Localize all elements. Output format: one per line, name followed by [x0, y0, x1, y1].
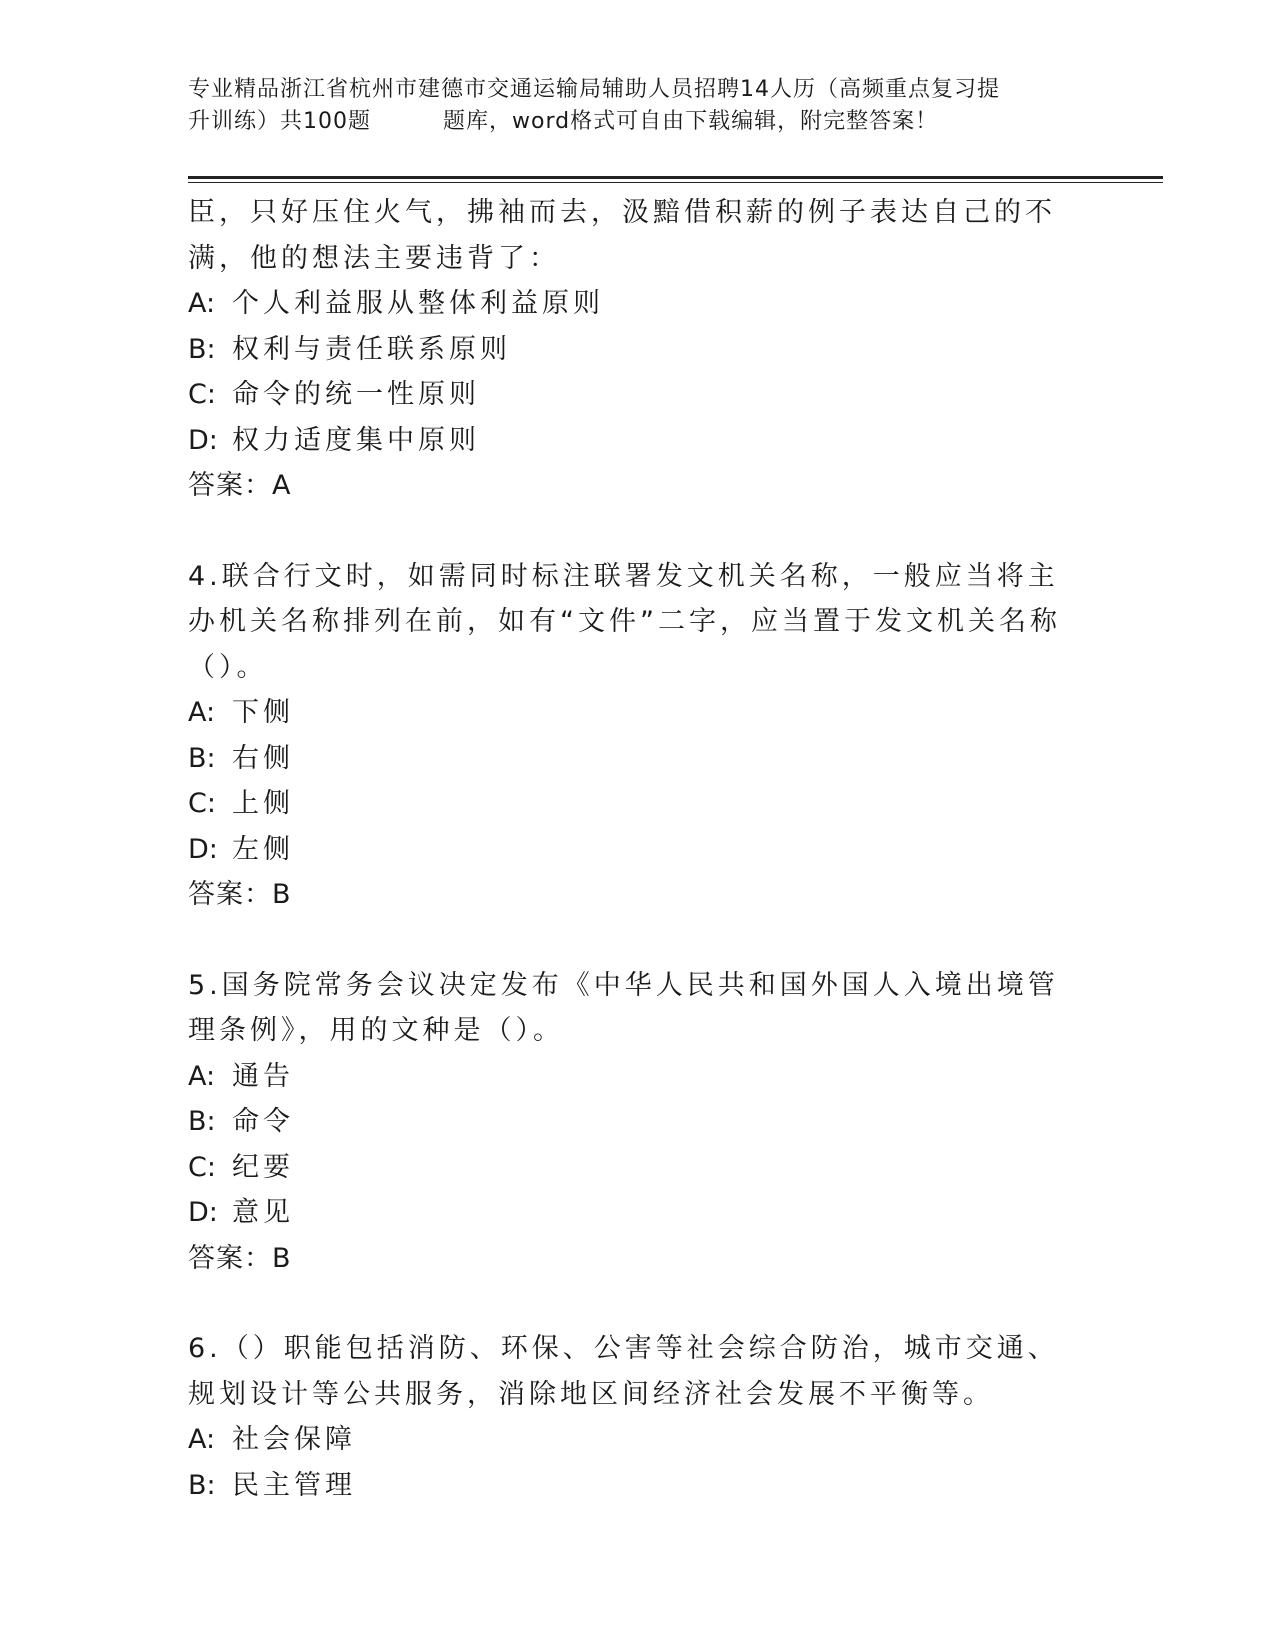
- option-text: 命令的统一性原则: [232, 379, 480, 410]
- option-text: 民主管理: [232, 1469, 356, 1501]
- option-d: [188, 827, 1068, 873]
- header-rule-thick: [188, 176, 1163, 179]
- header-rule-thin: [188, 182, 1163, 183]
- option-d: [188, 1190, 1068, 1236]
- page-header: [188, 74, 1088, 138]
- option-text: 社会保障: [232, 1424, 356, 1455]
- question-3: [188, 190, 1068, 509]
- option-text: 上侧: [232, 788, 294, 819]
- question-text: 臣，只好压住火气，拂袖而去，汲黯借积薪的例子表达自己的不满，他的想法主要违背了：: [188, 197, 1056, 274]
- option-text: 左侧: [232, 833, 294, 865]
- option-text: 个人利益服从整体利益原则: [232, 288, 604, 319]
- option-text: 权力适度集中原则: [232, 424, 480, 456]
- option-a: [188, 1054, 1068, 1100]
- header-title-line2-part1: 升训练）共100题: [188, 109, 371, 134]
- option-b: [188, 1463, 1068, 1509]
- option-letter: A:: [188, 1060, 216, 1092]
- question-text: 4.联合行文时，如需同时标注联署发文机关名称，一般应当将主办机关名称排列在前，如有“文件”二字，应当置于发文机关名称（）。: [188, 560, 1061, 683]
- option-letter: D:: [188, 424, 218, 456]
- header-title-line2: [188, 106, 1088, 138]
- question-4: [188, 554, 1068, 918]
- question-5: [188, 963, 1068, 1282]
- question-text: 5.国务院常务会议决定发布《中华人民共和国外国人入境出境管理条例》，用的文种是（）。: [188, 969, 1059, 1046]
- answer-line: 答案：B: [188, 879, 292, 910]
- answer-line: 答案：A: [188, 470, 292, 501]
- option-letter: A:: [188, 1424, 216, 1455]
- option-c: [188, 1145, 1068, 1191]
- option-letter: A:: [188, 288, 216, 319]
- option-letter: B:: [188, 1106, 216, 1137]
- option-letter: C:: [188, 788, 216, 819]
- option-b: [188, 327, 1068, 373]
- option-text: 下侧: [232, 697, 294, 728]
- option-letter: C:: [188, 1151, 216, 1183]
- option-a: [188, 690, 1068, 736]
- option-b: [188, 736, 1068, 782]
- option-text: 命令: [232, 1106, 294, 1137]
- option-letter: A:: [188, 697, 216, 728]
- question-text: 6.（）职能包括消防、环保、公害等社会综合防治，城市交通、规划设计等公共服务，消除地区间经济社会发展不平衡等。: [188, 1333, 1059, 1410]
- option-letter: D:: [188, 1197, 218, 1228]
- option-a: [188, 281, 1068, 327]
- option-letter: B:: [188, 742, 216, 774]
- option-letter: D:: [188, 833, 218, 865]
- option-b: [188, 1099, 1068, 1145]
- header-title-line1: 专业精品浙江省杭州市建德市交通运输局辅助人员招聘14人历（高频重点复习提: [188, 77, 1000, 102]
- option-letter: B:: [188, 1469, 216, 1501]
- option-text: 右侧: [232, 742, 294, 774]
- answer-line: 答案：B: [188, 1242, 292, 1274]
- option-d: [188, 418, 1068, 464]
- option-text: 意见: [232, 1197, 294, 1228]
- option-c: [188, 781, 1068, 827]
- header-title-line2-part2: 题库，word格式可自由下载编辑，附完整答案！: [443, 109, 939, 134]
- option-letter: C:: [188, 379, 216, 410]
- option-text: 通告: [232, 1060, 294, 1092]
- option-letter: B:: [188, 333, 216, 365]
- option-text: 权利与责任联系原则: [232, 333, 511, 365]
- question-list: [188, 190, 1068, 1508]
- option-text: 纪要: [232, 1151, 294, 1183]
- question-6: [188, 1326, 1068, 1508]
- option-c: [188, 372, 1068, 418]
- option-a: [188, 1417, 1068, 1463]
